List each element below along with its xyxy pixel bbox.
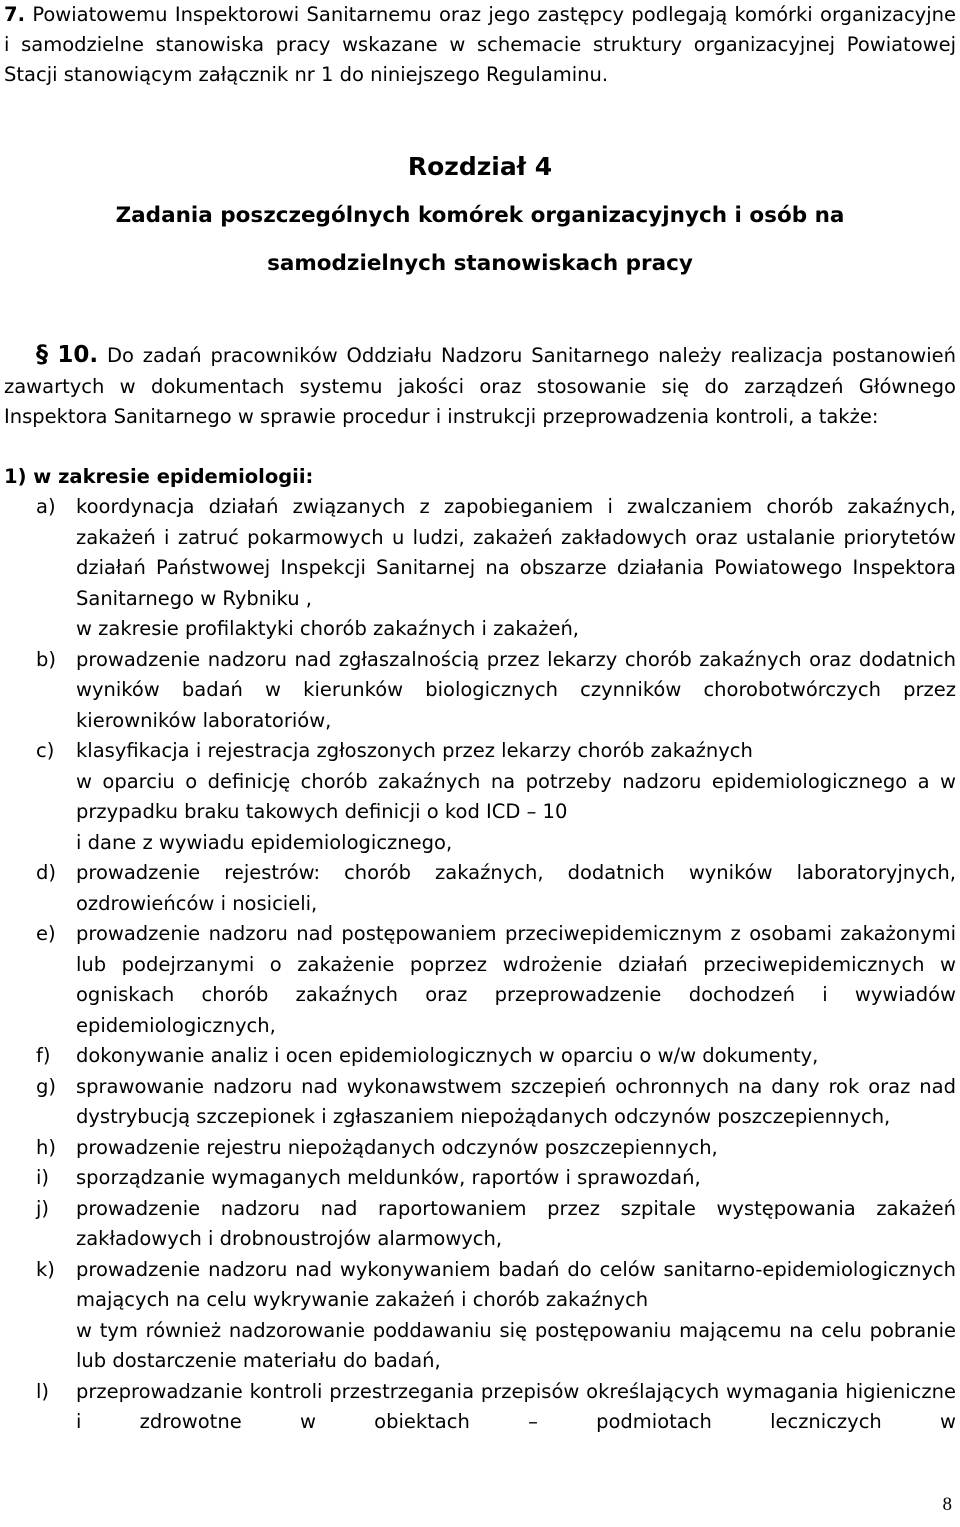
list-item [4,645,956,737]
item-text-continuation: i dane z wywiadu epidemiologicznego, [76,830,453,854]
item-text-continuation: w tym również nadzorowanie poddawaniu się postępowaniu mającemu na celu pobranie lub dostarczenie materiału do badań, [76,1318,956,1372]
item-text: koordynacja działań związanych z zapobieganiem i zwalczaniem chorób zakaźnych, zakażeń i zatruć pokarmowych u ludzi, zakażeń zakładowych oraz ustalanie priorytetów działań Państwowej Inspekcji Sanitarnej na obszarze działania Powiatowego Inspektora Sanitarnego w Rybniku , [76,495,956,610]
item-text-continuation: w oparciu o definicję chorób zakaźnych na potrzeby nadzoru epidemiologicznego a w przypadku braku takowych definicji o kod ICD – 10 [76,769,956,823]
item-label: j) [36,1196,50,1220]
list-item [4,1194,956,1255]
section-heading [4,340,99,368]
item-text: prowadzenie nadzoru nad raportowaniem przez szpitale występowania zakażeń zakładowych i drobnoustrojów alarmowych, [76,1196,956,1250]
item-label: b) [36,647,56,671]
subsection-heading: 1) w zakresie epidemiologii: [4,465,314,488]
list-item [4,1041,956,1072]
item-text: prowadzenie nadzoru nad wykonywaniem badań do celów sanitarno-epidemiologicznych mających na celu wykrywanie zakażeń i chorób zakaźnych [76,1257,956,1311]
item-label: k) [36,1257,55,1281]
item-text: klasyfikacja i rejestracja zgłoszonych przez lekarzy chorób zakaźnych [76,739,753,762]
item-text: sprawowanie nadzoru nad wykonawstwem szczepień ochronnych na dany rok oraz nad dystrybucją szczepionek i zgłaszaniem niepożądanych odczynów poszczepiennych, [76,1074,956,1128]
section-10 [4,339,956,433]
chapter-title-line1: Zadania poszczególnych komórek organizacyjnych i osób na [115,203,845,228]
item-text: dokonywanie analiz i ocen epidemiologicznych w oparciu o w/w dokumenty, [76,1044,819,1067]
item-label: g) [36,1074,56,1098]
list-item [4,1255,956,1377]
list-item [4,1072,956,1133]
section-number: 10. [57,342,99,368]
item-text-continuation: w zakresie profilaktyki chorób zakaźnych i zakażeń, [76,617,580,640]
item-label: d) [36,861,56,884]
item-text: prowadzenie nadzoru nad postępowaniem przeciwepidemicznym z osobami zakażonymi lub podejrzanymi o zakażenie poprzez wdrożenie działań przeciwepidemicznych w ogniskach chorób zakaźnych oraz przeprowadzenie dochodzeń i wywiadów epidemiologicznych, [76,922,956,1037]
item-label: i) [36,1166,50,1189]
item-text: prowadzenie rejestrów: chorób zakaźnych, dodatnich wyników laboratoryjnych, ozdrowieńców i nosicieli, [76,861,956,915]
item-text: prowadzenie nadzoru nad zgłaszalnością przez lekarzy chorób zakaźnych oraz dodatnich wyników badań w kierunków biologicznych czynników chorobotwórczych przez kierowników laboratoriów, [76,647,956,732]
list-item [4,919,956,1041]
item-label: l) [36,1379,50,1403]
item-text: prowadzenie rejestru niepożądanych odczynów poszczepiennych, [76,1135,718,1159]
task-list [4,492,956,1438]
item-text: sporządzanie wymaganych meldunków, raportów i sprawozdań, [76,1166,701,1189]
item-label: c) [36,739,55,762]
item-label: f) [36,1044,51,1067]
section-text: Do zadań pracowników Oddziału Nadzoru Sanitarnego należy realizacja postanowień zawartych w dokumentach systemu jakości oraz stosowanie się do zarządzeń Głównego Inspektora Sanitarnego w sprawie procedur i instrukcji przeprowadzenia kontroli, a także: [4,344,956,428]
item-label: a) [36,495,56,518]
list-item [4,1133,956,1164]
list-item [4,736,956,858]
list-item [4,492,956,645]
list-item [4,1377,956,1438]
paragraph-number: 7. [4,3,25,26]
item-label: e) [36,922,56,945]
paragraph-text: Powiatowemu Inspektorowi Sanitarnemu oraz jego zastępcy podlegają komórki organizacyjne i samodzielne stanowiska pracy wskazane w schemacie struktury organizacyjnej Powiatowej Stacji stanowiącym załącznik nr 1 do niniejszego Regulaminu. [4,3,956,86]
list-item [4,858,956,919]
item-label: h) [36,1135,56,1159]
item-text: przeprowadzanie kontroli przestrzegania przepisów określających wymagania higieniczne i zdrowotne w obiektach – podmiotach leczniczych w [76,1379,956,1433]
paragraph-7 [4,0,956,90]
chapter-title-line2: samodzielnych stanowiskach pracy [267,251,693,276]
chapter-number: Rozdział 4 [407,152,553,181]
page-number: 8 [942,1494,952,1515]
list-item [4,1163,956,1194]
section-sign: § [36,340,48,368]
